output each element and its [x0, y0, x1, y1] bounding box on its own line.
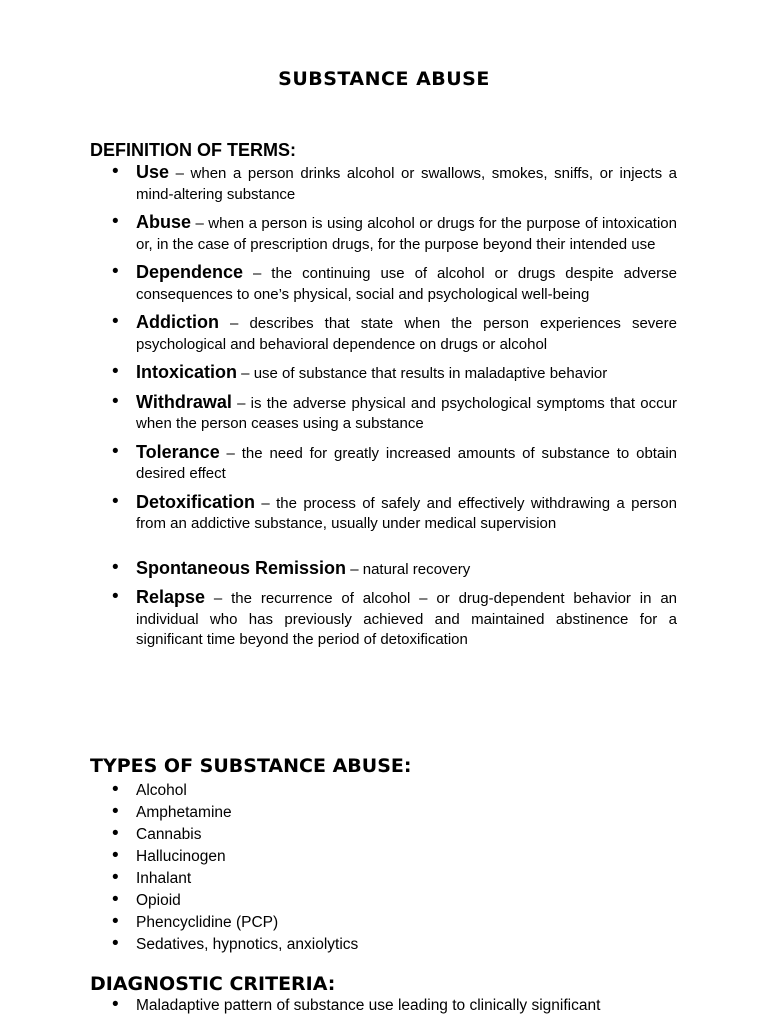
term-definition: – the need for greatly increased amounts of substance to obtain desired effect	[136, 444, 677, 482]
definitions-heading: DEFINITION OF TERMS:	[90, 140, 296, 160]
definition-addiction	[136, 312, 677, 355]
term-label: Detoxification	[136, 491, 256, 512]
term-definition: – when a person drinks alcohol or swallows, smokes, sniffs, or injects a mind-altering substance	[136, 165, 677, 203]
definition-intoxication	[136, 362, 677, 385]
term-definition: – is the adverse physical and psychological symptoms that occur when the person ceases using a substance	[136, 394, 677, 432]
definition-relapse	[136, 587, 677, 651]
definition-spontaneous-remission	[136, 558, 677, 581]
list-item: • Sedatives, hypnotics, anxiolytics	[136, 934, 677, 956]
definition-abuse	[136, 212, 677, 255]
term-label: Withdrawal	[136, 391, 232, 412]
term-label: Use	[136, 162, 170, 182]
term-definition: – when a person is using alcohol or drugs for the purpose of intoxication or, in the case of prescription drugs, for the purpose beyond their intended use	[136, 215, 677, 253]
definition-detoxification	[136, 492, 677, 535]
term-label: Intoxication	[136, 362, 238, 382]
diagnostic-heading: DIAGNOSTIC CRITERIA:	[90, 973, 336, 995]
types-list	[136, 780, 677, 956]
term-label: Abuse	[136, 212, 192, 232]
list-item: • Alcohol	[136, 780, 677, 802]
term-label: Relapse	[136, 587, 206, 607]
term-label: Dependence	[136, 262, 244, 282]
term-label: Tolerance	[136, 441, 220, 462]
term-label: Spontaneous Remission	[136, 557, 347, 578]
definitions-list	[136, 162, 677, 658]
list-item: • Amphetamine	[136, 802, 677, 824]
list-item: • Inhalant	[136, 868, 677, 890]
term-definition: – the recurrence of alcohol – or drug-dependent behavior in an individual who has previously achieved and maintained abstinence for a significant time beyond the period of detoxification	[136, 590, 677, 648]
list-item: • Cannabis	[136, 824, 677, 846]
term-label: Addiction	[136, 312, 219, 332]
page-title: SUBSTANCE ABUSE	[278, 68, 490, 90]
list-item: • Phencyclidine (PCP)	[136, 912, 677, 934]
list-item: • Maladaptive pattern of substance use leading to clinically significant	[136, 996, 677, 1017]
definition-dependence	[136, 262, 677, 305]
diagnostic-list	[136, 996, 677, 1017]
types-heading: TYPES OF SUBSTANCE ABUSE:	[90, 755, 412, 777]
list-item: • Opioid	[136, 890, 677, 912]
term-definition: – use of substance that results in maladaptive behavior	[237, 365, 608, 382]
term-definition: – describes that state when the person experiences severe psychological and behavioral dependence on drugs or alcohol	[136, 315, 677, 353]
definition-tolerance	[136, 442, 677, 485]
term-definition: – natural recovery	[346, 560, 471, 578]
term-definition: – the process of safely and effectively withdrawing a person from an addictive substance, usually under medical supervision	[136, 494, 677, 532]
list-item: • Hallucinogen	[136, 846, 677, 868]
term-definition: – the continuing use of alcohol or drugs despite adverse consequences to one’s physical, social and psychological well-being	[136, 265, 677, 303]
definition-withdrawal	[136, 392, 677, 435]
definition-use	[136, 162, 677, 205]
